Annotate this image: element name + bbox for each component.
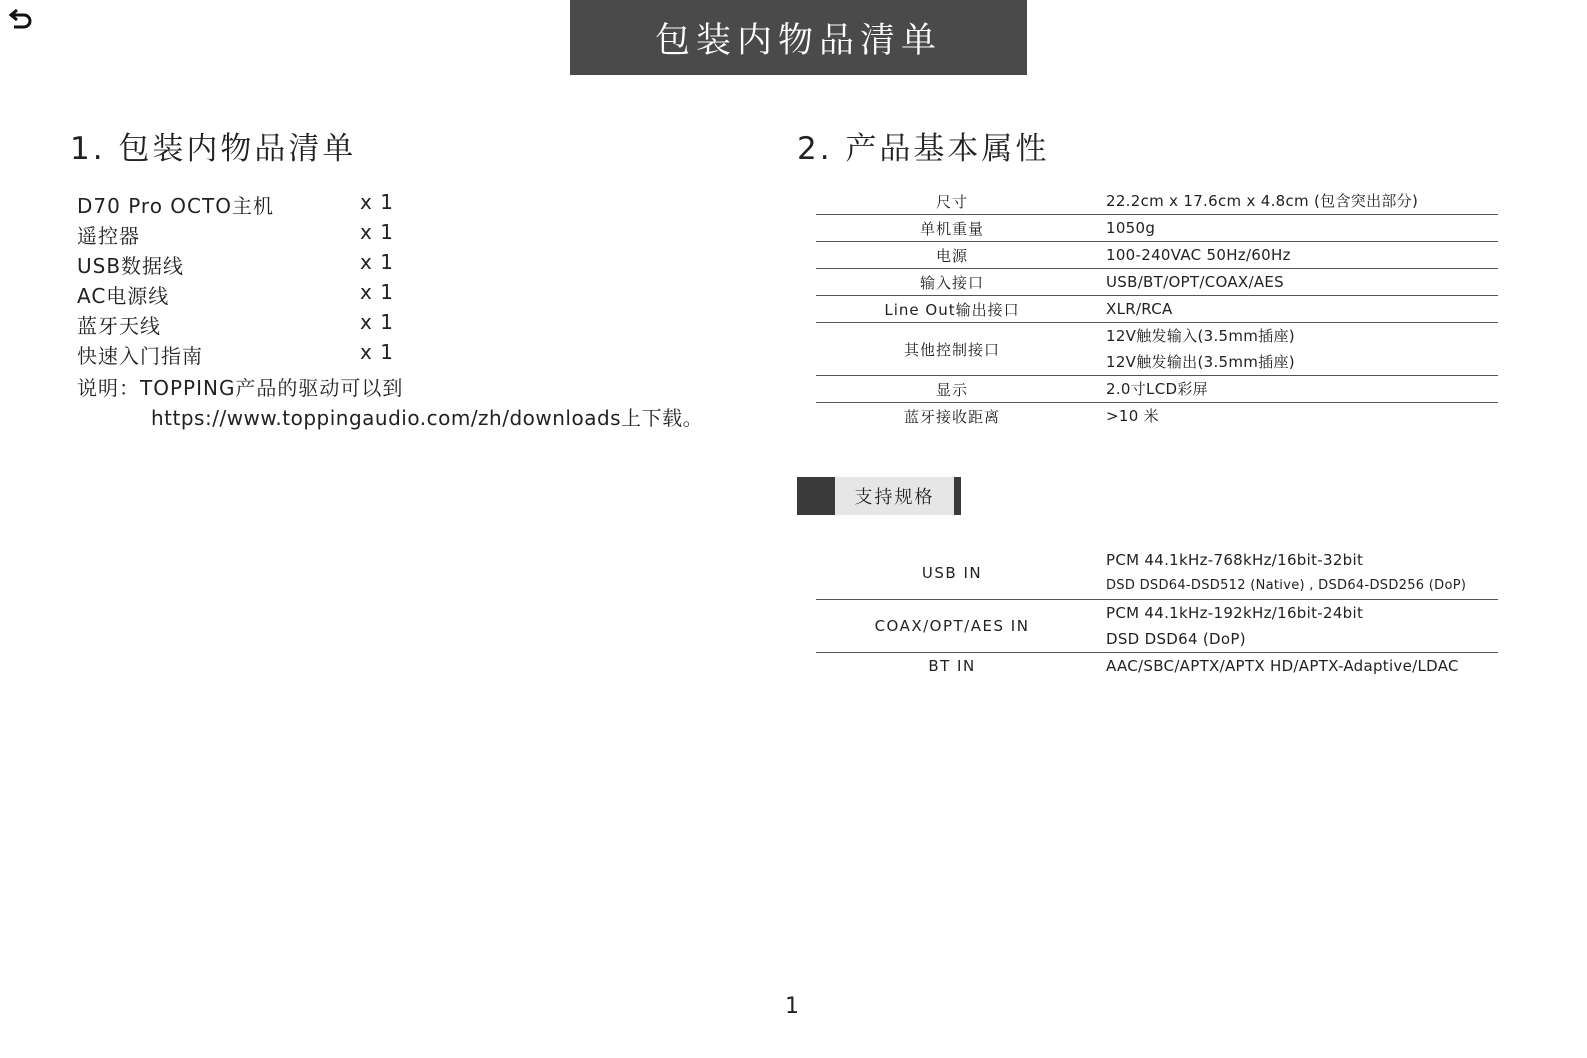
package-item-name: 快速入门指南 [77,344,203,368]
package-item-name: AC电源线 [77,284,170,308]
spec-value: 22.2cm x 17.6cm x 4.8cm (包含突出部分) [1106,192,1419,210]
spec-label: 其他控制接口 [903,340,1000,359]
table-row [816,188,1498,215]
table-row [816,653,1498,679]
spec-label: 电源 [935,246,968,265]
format-value: DSD DSD64 (DoP) [1106,630,1246,648]
table-row [816,242,1498,269]
spec-value: 100-240VAC 50Hz/60Hz [1106,246,1291,264]
page-banner [570,0,1027,75]
specs-table [816,188,1498,429]
driver-download-link[interactable]: https://www.toppingaudio.com/zh/downloads上下载。 [151,406,704,430]
page-number: 1 [785,994,799,1019]
package-item-name: D70 Pro OCTO主机 [77,194,274,218]
package-item-name: 遥控器 [77,224,140,248]
back-arrow-icon[interactable] [6,4,36,34]
driver-note: 说明：TOPPING产品的驱动可以到 [77,376,404,400]
package-item-qty: x 1 [360,280,394,304]
spec-label: 显示 [935,380,968,399]
spec-label: 蓝牙接收距离 [903,407,1000,426]
package-heading: 1. 包装内物品清单 [70,131,357,167]
package-item-qty: x 1 [360,250,394,274]
table-row [816,215,1498,242]
subheading-marker [797,477,835,515]
table-row [816,547,1498,600]
package-item-qty: x 1 [360,220,394,244]
format-label: USB IN [921,564,983,582]
package-item-qty: x 1 [360,310,394,334]
package-item-qty: x 1 [360,340,394,364]
spec-value: 2.0寸LCD彩屏 [1106,380,1208,398]
package-item-name: 蓝牙天线 [77,314,161,338]
spec-label: Line Out输出接口 [884,300,1020,319]
spec-value: 12V触发输出(3.5mm插座) [1106,353,1295,371]
formats-subheading [797,477,961,515]
spec-value: >10 米 [1106,407,1159,425]
table-row [816,269,1498,296]
table-row [816,600,1498,653]
spec-label: 输入接口 [919,273,984,292]
spec-value: USB/BT/OPT/COAX/AES [1106,273,1284,291]
package-item-qty: x 1 [360,190,394,214]
package-item-name: USB数据线 [77,254,185,278]
table-row [816,403,1498,429]
format-value: PCM 44.1kHz-192kHz/16bit-24bit [1106,604,1364,622]
spec-label: 尺寸 [935,192,968,211]
format-label: BT IN [928,657,976,675]
specs-heading: 2. 产品基本属性 [797,131,1050,167]
formats-table [816,547,1498,679]
format-value: AAC/SBC/APTX/APTX HD/APTX-Adaptive/LDAC [1106,657,1459,675]
spec-value: 1050g [1106,219,1156,237]
format-value: DSD DSD64-DSD512 (Native) , DSD64-DSD256 (DoP) [1106,578,1467,593]
table-row [816,376,1498,403]
formats-heading: 支持规格 [835,477,961,515]
format-value: PCM 44.1kHz-768kHz/16bit-32bit [1106,551,1364,569]
table-row [816,323,1498,376]
table-row [816,296,1498,323]
format-label: COAX/OPT/AES IN [874,617,1030,635]
spec-value: 12V触发输入(3.5mm插座) [1106,327,1295,345]
spec-label: 单机重量 [919,219,984,238]
banner-title: 包装内物品清单 [654,20,942,61]
spec-value: XLR/RCA [1106,300,1173,318]
